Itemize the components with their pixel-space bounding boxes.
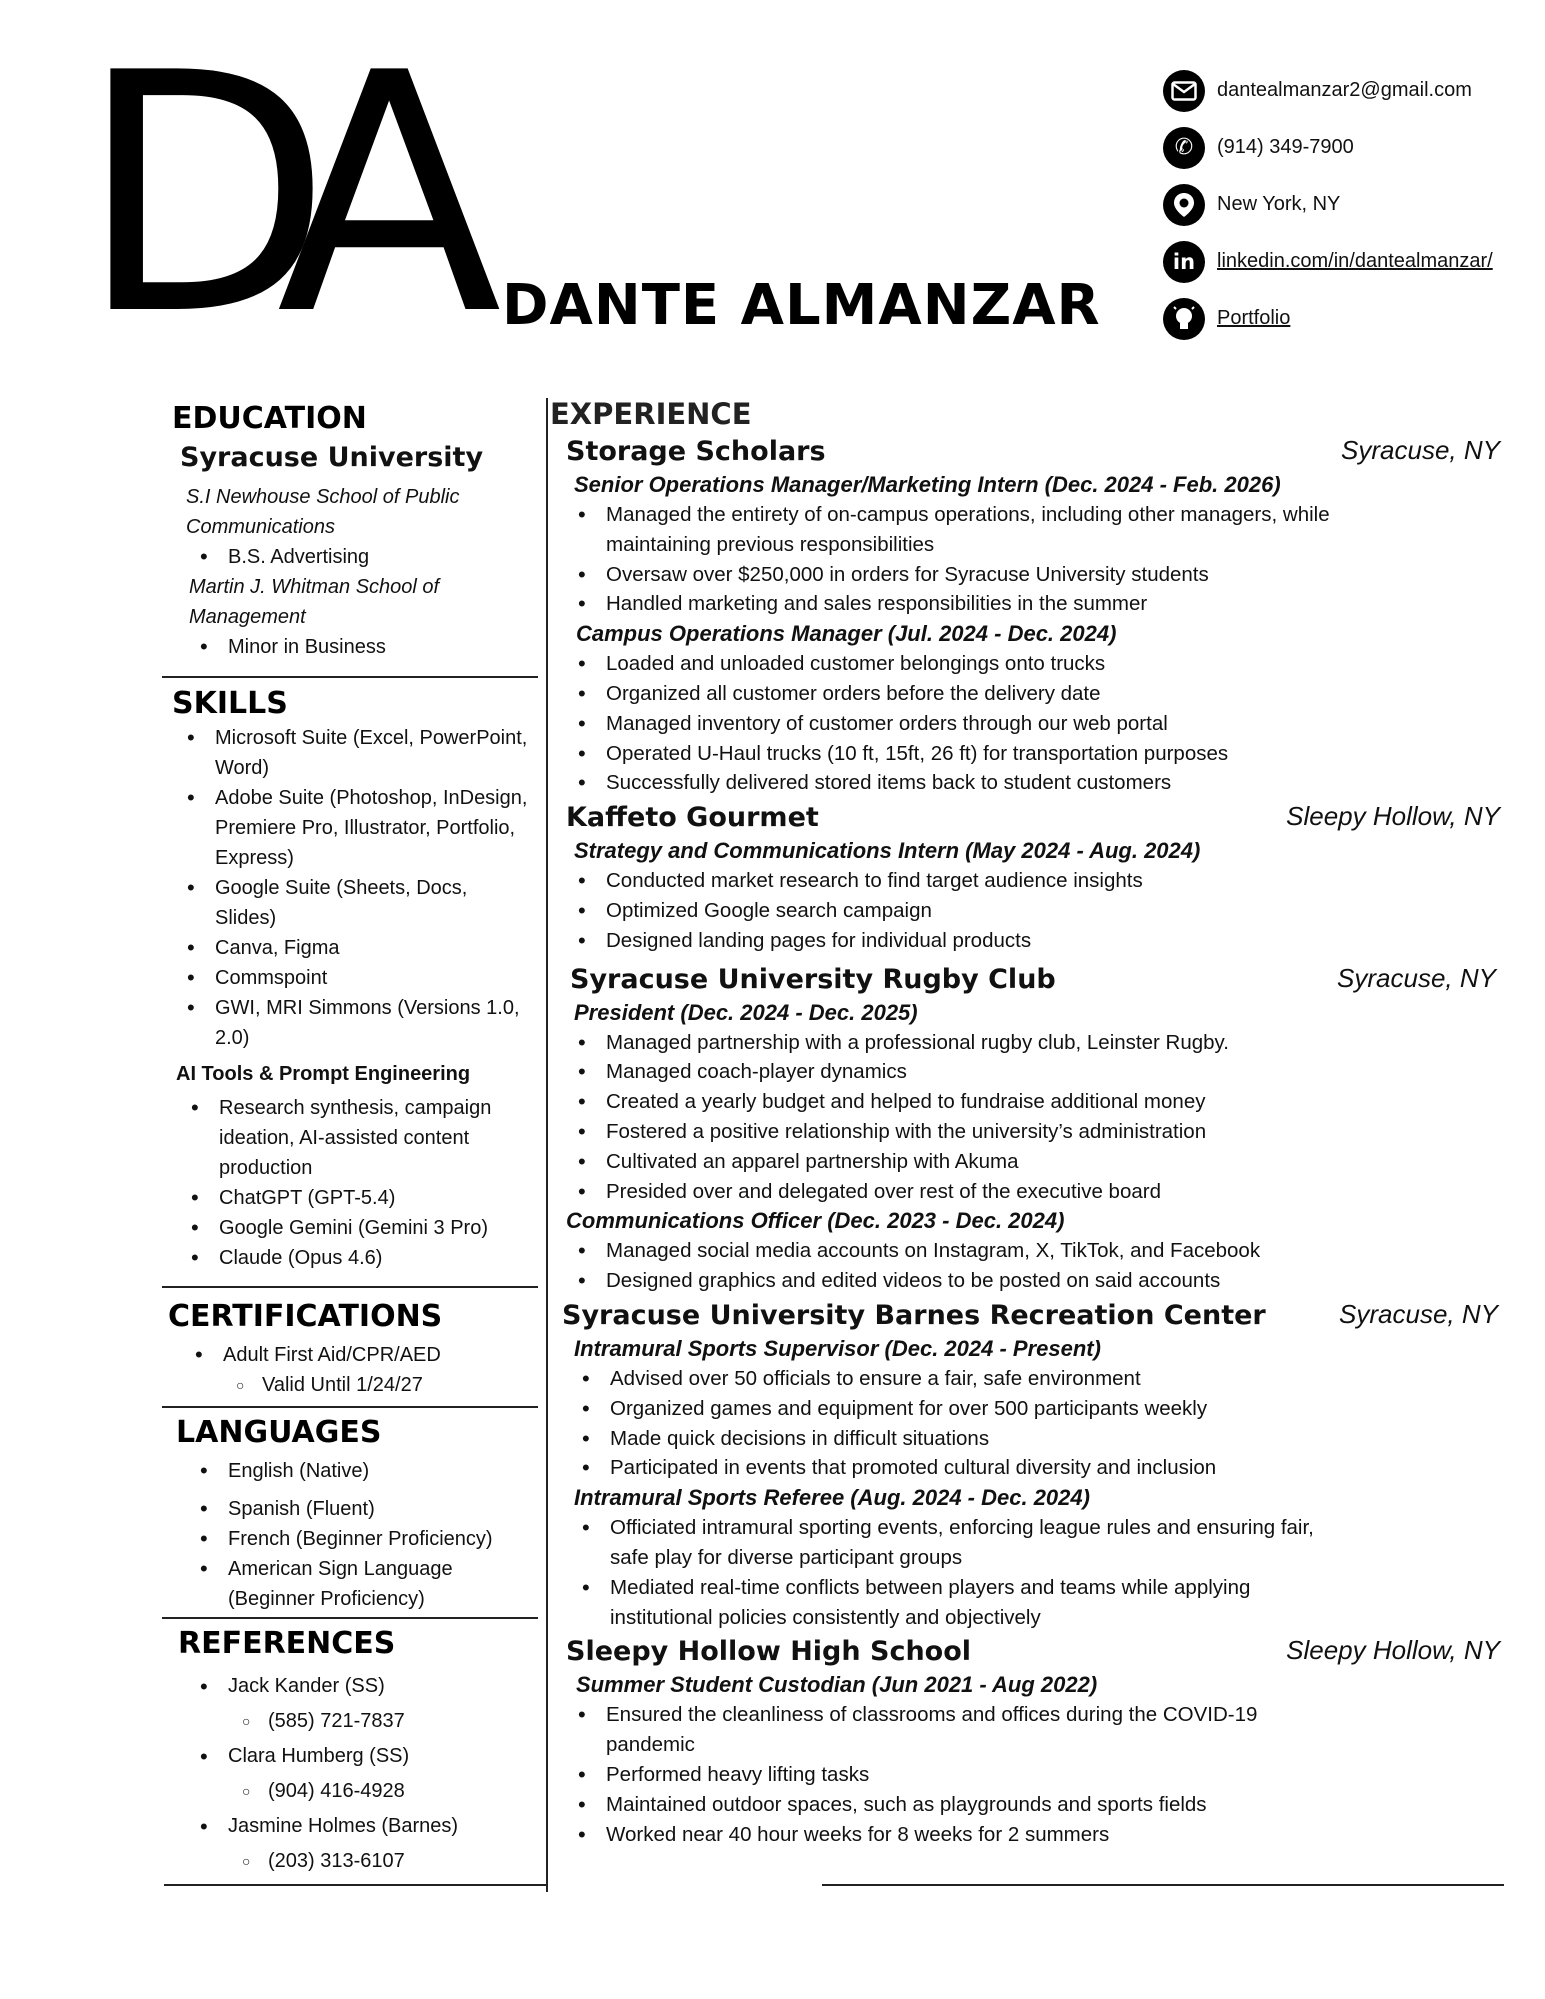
language-item: • French (Beginner Proficiency) xyxy=(228,1524,538,1554)
duty-item: • Managed coach-player dynamics xyxy=(606,1057,1510,1087)
references-title: REFERENCES xyxy=(178,1626,396,1661)
skill-item: • Adobe Suite (Photoshop, InDesign, Premiere Pro, Illustrator, Portfolio, Express) xyxy=(215,783,534,873)
role-title: Intramural Sports Supervisor (Dec. 2024 - Present) xyxy=(574,1335,1101,1361)
company-location: Syracuse, NY xyxy=(1339,1298,1498,1329)
contact-linkedin xyxy=(1163,233,1493,290)
company-block xyxy=(566,800,1510,955)
duty-item: • Organized all customer orders before the delivery date xyxy=(606,679,1510,709)
duty-item: • Optimized Google search campaign xyxy=(606,896,1510,926)
role-title: Strategy and Communications Intern (May 2024 - Aug. 2024) xyxy=(574,838,1201,864)
company-location: Sleepy Hollow, NY xyxy=(1286,801,1500,832)
portfolio-link[interactable]: Portfolio xyxy=(1217,307,1291,329)
company-block xyxy=(562,1298,1510,1632)
company-location: Syracuse, NY xyxy=(1341,435,1500,465)
company-location: Sleepy Hollow, NY xyxy=(1286,1635,1500,1666)
experience-title: EXPERIENCE xyxy=(550,397,752,431)
duty-item: • Performed heavy lifting tasks xyxy=(606,1760,1336,1790)
references-section xyxy=(162,1625,538,1879)
certifications-section xyxy=(162,1298,538,1400)
company-block xyxy=(566,962,1510,1296)
role-title: Summer Student Custodian (Jun 2021 - Aug 2022) xyxy=(576,1672,1098,1698)
duty-item: • Presided over and delegated over rest of the executive board xyxy=(606,1177,1510,1207)
duty-item: • Worked near 40 hour weeks for 8 weeks for 2 summers xyxy=(606,1820,1336,1850)
duty-item: • Made quick decisions in difficult situations xyxy=(610,1424,1510,1454)
college-whitman: Martin J. Whitman School of Management xyxy=(189,576,440,628)
school-name: Syracuse University xyxy=(180,442,484,473)
company-name: Syracuse University Rugby Club xyxy=(570,963,1056,995)
reference-phone: ○ (585) 721-7837 xyxy=(268,1704,538,1739)
bottom-divider-right xyxy=(822,1884,1504,1886)
duty-item: • Oversaw over $250,000 in orders for Syracuse University students xyxy=(606,560,1366,590)
company-name: Kaffeto Gourmet xyxy=(566,802,819,834)
duty-item: • Conducted market research to find target audience insights xyxy=(606,866,1510,896)
duty-item: • Mediated real-time conflicts between players and teams while applying institutional policies consistently and objectively xyxy=(610,1573,1350,1633)
certification-item: • Adult First Aid/CPR/AED xyxy=(223,1340,538,1370)
duty-item: • Cultivated an apparel partnership with Akuma xyxy=(606,1147,1510,1177)
skill-item: • Microsoft Suite (Excel, PowerPoint, Word) xyxy=(215,723,534,783)
company-block xyxy=(566,1634,1510,1849)
college-newhouse: S.I Newhouse School of Public Communications xyxy=(186,486,460,538)
linkedin-link[interactable]: linkedin.com/in/dantealmanzar/ xyxy=(1217,250,1493,272)
duty-item: • Managed partnership with a professional rugby club, Leinster Rugby. xyxy=(606,1028,1510,1058)
duty-item: • Loaded and unloaded customer belongings onto trucks xyxy=(606,649,1510,679)
minor-item: • Minor in Business xyxy=(228,632,538,662)
role-title: Campus Operations Manager (Jul. 2024 - Dec. 2024) xyxy=(576,621,1117,647)
education-divider xyxy=(162,676,538,678)
skills-section xyxy=(162,685,538,1273)
column-divider xyxy=(546,398,548,1892)
role-title: Senior Operations Manager/Marketing Intern (Dec. 2024 - Feb. 2026) xyxy=(574,472,1281,497)
duty-item: • Handled marketing and sales responsibilities in the summer xyxy=(606,589,1366,619)
phone-icon: ✆ xyxy=(1163,127,1205,169)
duty-item: • Managed inventory of customer orders through our web portal xyxy=(606,709,1510,739)
duty-item: • Organized games and equipment for over 500 participants weekly xyxy=(610,1394,1510,1424)
ai-skill-item: • ChatGPT (GPT-5.4) xyxy=(219,1183,538,1213)
duty-item: • Managed the entirety of on-campus operations, including other managers, while maintaining previous responsibilities xyxy=(606,500,1366,560)
certifications-title: CERTIFICATIONS xyxy=(168,1299,443,1334)
language-item: • English (Native) xyxy=(228,1456,538,1486)
skill-item: • Canva, Figma xyxy=(215,933,534,963)
role-title: President (Dec. 2024 - Dec. 2025) xyxy=(574,999,918,1025)
duty-item: • Ensured the cleanliness of classrooms and offices during the COVID-19 pandemic xyxy=(606,1700,1336,1760)
experience-section xyxy=(550,396,1510,1849)
skill-item: • Commspoint xyxy=(215,963,534,993)
duty-item: • Officiated intramural sporting events, enforcing league rules and ensuring fair, safe play for diverse participant groups xyxy=(610,1513,1350,1573)
duty-item: • Advised over 50 officials to ensure a fair, safe environment xyxy=(610,1364,1510,1394)
ai-skill-item: • Claude (Opus 4.6) xyxy=(219,1243,538,1273)
languages-section xyxy=(162,1414,538,1614)
contact-location xyxy=(1163,176,1493,233)
certifications-divider xyxy=(162,1406,538,1408)
skills-title: SKILLS xyxy=(172,686,288,721)
duty-item: • Created a yearly budget and helped to fundraise additional money xyxy=(606,1087,1510,1117)
languages-title: LANGUAGES xyxy=(176,1415,382,1450)
language-item: • Spanish (Fluent) xyxy=(228,1494,538,1524)
skill-item: • Google Suite (Sheets, Docs, Slides) xyxy=(215,873,534,933)
duty-item: • Participated in events that promoted cultural diversity and inclusion xyxy=(610,1453,1510,1483)
skill-item: • GWI, MRI Simmons (Versions 1.0, 2.0) xyxy=(215,993,534,1053)
degree-item: • B.S. Advertising xyxy=(228,542,538,572)
reference-phone: ○ (904) 416-4928 xyxy=(268,1774,538,1809)
reference-phone: ○ (203) 313-6107 xyxy=(268,1844,538,1879)
linkedin-icon: in xyxy=(1163,241,1205,283)
lightbulb-icon xyxy=(1163,298,1205,340)
duty-item: • Successfully delivered stored items back to student customers xyxy=(606,768,1510,798)
location-pin-icon xyxy=(1163,184,1205,226)
phone-text: (914) 349-7900 xyxy=(1217,136,1354,158)
reference-name: • Jack Kander (SS) xyxy=(228,1669,538,1704)
monogram: DA xyxy=(78,3,453,387)
reference-name: • Jasmine Holmes (Barnes) xyxy=(228,1809,538,1844)
language-item: • American Sign Language (Beginner Proficiency) xyxy=(228,1554,538,1614)
reference-name: • Clara Humberg (SS) xyxy=(228,1739,538,1774)
duty-item: • Designed landing pages for individual products xyxy=(606,926,1510,956)
role-title: Intramural Sports Referee (Aug. 2024 - Dec. 2024) xyxy=(574,1485,1090,1511)
contact-portfolio xyxy=(1163,290,1493,347)
duty-item: • Maintained outdoor spaces, such as playgrounds and sports fields xyxy=(606,1790,1336,1820)
duty-item: • Fostered a positive relationship with the university’s administration xyxy=(606,1117,1510,1147)
education-section xyxy=(162,400,538,662)
company-name: Storage Scholars xyxy=(566,436,826,467)
company-location: Syracuse, NY xyxy=(1337,962,1496,993)
role-title: Communications Officer (Dec. 2023 - Dec. 2024) xyxy=(566,1208,1065,1234)
email-icon xyxy=(1163,70,1205,112)
company-name: Syracuse University Barnes Recreation Center xyxy=(562,1299,1266,1331)
ai-skill-item: • Research synthesis, campaign ideation, AI-assisted content production xyxy=(219,1093,538,1183)
duty-item: • Managed social media accounts on Instagram, X, TikTok, and Facebook xyxy=(606,1236,1510,1266)
company-name: Sleepy Hollow High School xyxy=(566,1636,972,1668)
full-name: DANTE ALMANZAR xyxy=(502,273,1101,338)
duty-item: • Designed graphics and edited videos to be posted on said accounts xyxy=(606,1266,1510,1296)
duty-item: • Operated U-Haul trucks (10 ft, 15ft, 26 ft) for transportation purposes xyxy=(606,739,1510,769)
location-text: New York, NY xyxy=(1217,193,1341,215)
company-block xyxy=(566,434,1510,798)
skills-divider xyxy=(162,1286,538,1288)
email-text[interactable]: dantealmanzar2@gmail.com xyxy=(1217,79,1472,101)
contact-list xyxy=(1163,62,1493,347)
contact-phone xyxy=(1163,119,1493,176)
ai-tools-heading: AI Tools & Prompt Engineering xyxy=(176,1063,471,1085)
ai-skill-item: • Google Gemini (Gemini 3 Pro) xyxy=(219,1213,538,1243)
languages-divider xyxy=(162,1617,538,1619)
contact-email xyxy=(1163,62,1493,119)
education-title: EDUCATION xyxy=(172,401,367,436)
bottom-divider-left xyxy=(164,1884,546,1886)
certification-valid: ○ Valid Until 1/24/27 xyxy=(262,1370,538,1400)
